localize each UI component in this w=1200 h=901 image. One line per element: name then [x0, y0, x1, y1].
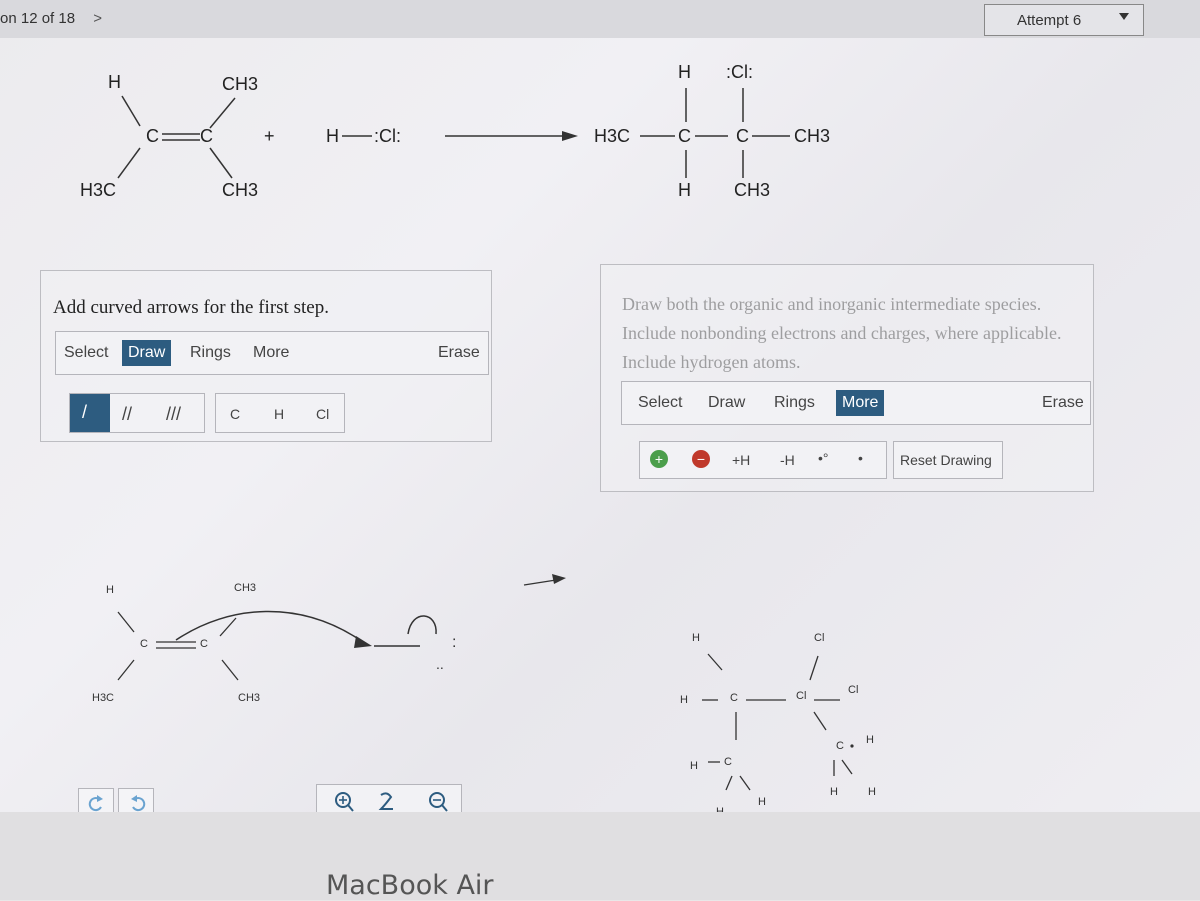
- next-question-icon[interactable]: >: [93, 10, 103, 27]
- attempt-label: Attempt 6: [1017, 12, 1082, 29]
- left-h: H: [106, 584, 114, 596]
- tab-select[interactable]: Select: [64, 344, 109, 361]
- left-h3c: H3C: [92, 692, 115, 704]
- product-h-bottom: H: [678, 180, 691, 200]
- right-cl1: Cl: [814, 632, 825, 644]
- hcl-h: H: [326, 126, 339, 146]
- right-h1: H: [692, 632, 700, 644]
- laptop-bezel: [0, 812, 1200, 900]
- reactant-h: H: [108, 72, 121, 92]
- product-h3c: H3C: [594, 126, 631, 146]
- add-charge-icon[interactable]: +: [650, 450, 668, 468]
- reactant-c-left: C: [146, 126, 159, 146]
- right-c2: C: [724, 756, 732, 768]
- right-erase-button[interactable]: Erase: [1042, 394, 1084, 411]
- tab-draw[interactable]: Draw: [122, 340, 171, 366]
- double-bond-icon[interactable]: //: [122, 404, 133, 424]
- product-ch3-bottom: CH3: [734, 180, 771, 200]
- remove-charge-icon[interactable]: −: [692, 450, 710, 468]
- laptop-brand: MacBook Air: [326, 870, 494, 901]
- reactant-ch3-top: CH3: [222, 74, 259, 94]
- product-c2: C: [736, 126, 749, 146]
- lone-pair-icon[interactable]: •: [858, 450, 863, 466]
- right-cl2: Cl: [796, 690, 807, 702]
- right-c3: C: [836, 740, 844, 752]
- right-tab-rings[interactable]: Rings: [774, 394, 815, 411]
- right-h8: H: [868, 786, 876, 798]
- plus-sign: +: [264, 126, 275, 146]
- triple-bond-icon[interactable]: ///: [166, 404, 182, 424]
- right-h7: H: [830, 786, 838, 798]
- reset-view-icon: [381, 793, 393, 809]
- reactant-c-right: C: [200, 126, 213, 146]
- radical-icon[interactable]: •°: [818, 450, 829, 466]
- tab-rings[interactable]: Rings: [190, 344, 231, 361]
- reactant-ch3-bottom: CH3: [222, 180, 259, 200]
- hcl-cl: :Cl:: [374, 126, 401, 146]
- left-ch3-bottom: CH3: [238, 692, 261, 704]
- erase-button[interactable]: Erase: [438, 344, 480, 361]
- atom-c-button[interactable]: C: [230, 406, 241, 422]
- right-c1: C: [730, 692, 738, 704]
- right-tab-select[interactable]: Select: [638, 394, 683, 411]
- left-lone-pair: :: [452, 634, 457, 651]
- question-counter: on 12 of 18: [0, 10, 76, 27]
- tab-more[interactable]: More: [253, 344, 290, 361]
- left-c1: C: [140, 638, 148, 650]
- product-h-top: H: [678, 62, 691, 82]
- reactant-h3c: H3C: [80, 180, 117, 200]
- left-instruction: Add curved arrows for the first step.: [53, 297, 329, 318]
- left-c2: C: [200, 638, 208, 650]
- right-cl3: Cl: [848, 684, 859, 696]
- reset-drawing-label: Reset Drawing: [900, 452, 992, 468]
- product-ch3-right: CH3: [794, 126, 831, 146]
- atom-cl-button[interactable]: Cl: [316, 406, 330, 422]
- single-bond-icon: /: [82, 402, 88, 422]
- right-tab-draw[interactable]: Draw: [708, 394, 746, 411]
- right-tab-more[interactable]: More: [836, 390, 884, 416]
- remove-h-button[interactable]: -H: [780, 452, 795, 468]
- add-h-button[interactable]: +H: [732, 452, 751, 468]
- right-h4: H: [690, 760, 698, 772]
- right-h3: H: [866, 734, 874, 746]
- product-c1: C: [678, 126, 691, 146]
- right-h2: H: [680, 694, 688, 706]
- left-lone-pair-2: ..: [436, 656, 444, 672]
- right-h6: H: [758, 796, 766, 808]
- product-cl-top: :Cl:: [726, 62, 753, 82]
- left-ch3-top: CH3: [234, 582, 257, 594]
- atom-h-button[interactable]: H: [274, 406, 285, 422]
